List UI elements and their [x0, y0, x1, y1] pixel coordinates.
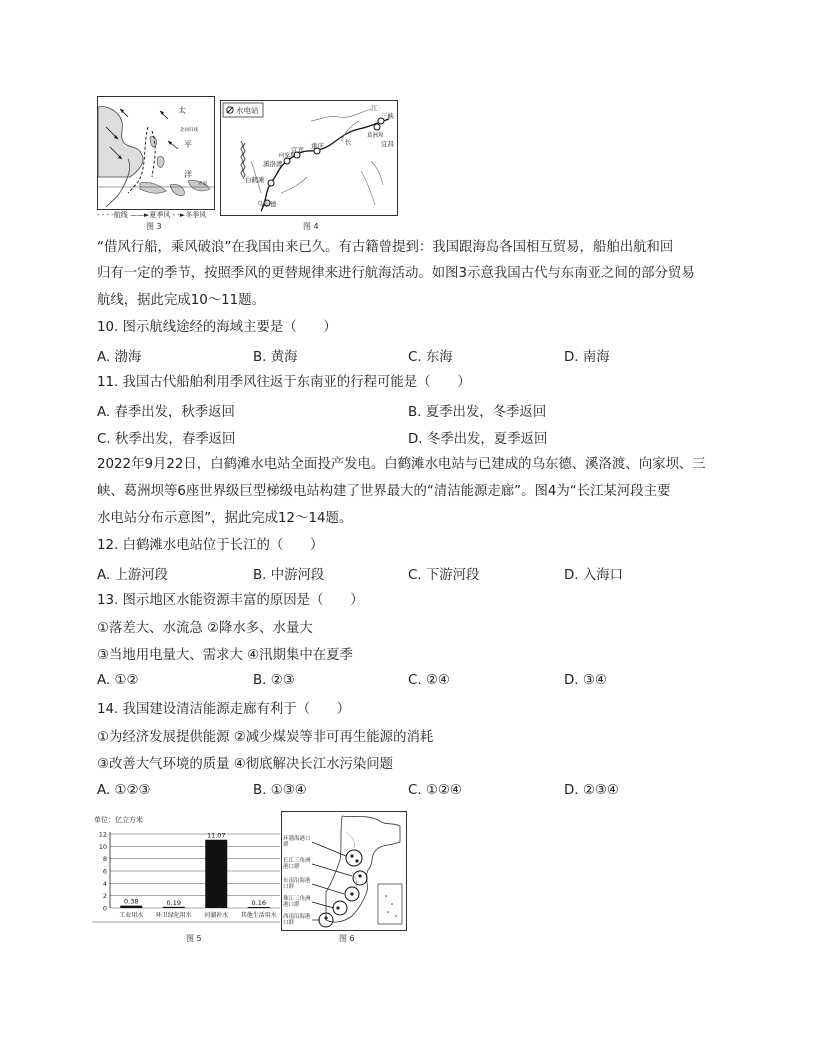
- fig4-label-chang: 长: [345, 138, 352, 146]
- q14-option-a[interactable]: A. ①②③: [97, 783, 151, 798]
- q10-option-c[interactable]: C. 东海: [408, 350, 453, 365]
- q13-option-a[interactable]: A. ①②: [97, 673, 139, 688]
- passage-1-line-2: 归有一定的季节，按照季风的更替规律来进行航海活动。如图3示意我国古代与东南亚之间的部分贸易: [97, 266, 695, 281]
- q10-options: [0, 346, 816, 366]
- fig5-bar: [120, 906, 142, 908]
- q12-option-a[interactable]: A. 上游河段: [97, 568, 168, 583]
- q12-option-d[interactable]: D. 入海口: [564, 568, 623, 583]
- q13-option-c[interactable]: C. ②④: [408, 673, 450, 688]
- fig6-label-bohai: 环渤海港口群: [283, 836, 311, 848]
- q14-options: [0, 783, 816, 803]
- q13-statements-2: ③当地用电量大、需求大 ④汛期集中在夏季: [97, 648, 353, 663]
- fig5-data-label: 0.19: [166, 898, 181, 907]
- fig6-label-southeast: 东南沿海港口群: [283, 878, 311, 890]
- q13-options: [0, 673, 816, 693]
- fig4-label-yichang: 宜昌: [381, 140, 394, 148]
- fig5-bar: [163, 907, 185, 908]
- q11-option-b[interactable]: B. 夏季出发，冬季返回: [408, 405, 547, 420]
- fig6-label-yangtze-delta: 长江三角洲港口群: [283, 858, 311, 870]
- q13-stem: 13. 图示地区水能资源丰富的原因是（ ）: [97, 593, 364, 608]
- fig5-category-label: 工业用水: [119, 912, 144, 919]
- fig5-ytick-label: 6: [102, 867, 107, 876]
- fig3-label-yang: 洋: [184, 170, 192, 179]
- figure-3-map: [97, 96, 215, 210]
- q11-option-c[interactable]: C. 秋季出发，春季返回: [97, 432, 236, 447]
- q14-option-b[interactable]: B. ①③④: [253, 783, 307, 798]
- figure-6-drawing: [282, 812, 406, 930]
- fig4-label-gezhouba: 葛洲坝: [367, 133, 384, 139]
- q12-option-b[interactable]: B. 中游河段: [253, 568, 325, 583]
- fig5-bar: [248, 907, 270, 908]
- fig3-label-tai: 太: [178, 106, 186, 115]
- fig5-ytick-label: 0: [102, 904, 107, 913]
- fig5-category-label: 环卫绿化用水: [155, 912, 192, 919]
- q11-stem: 11. 我国古代船舶利用季风往返于东南亚的行程可能是（ ）: [97, 375, 471, 390]
- fig5-data-label: 11.07: [206, 831, 226, 840]
- q11-option-d[interactable]: D. 冬季出发，夏季返回: [408, 432, 548, 447]
- fig5-ytick-label: 8: [102, 855, 107, 864]
- fig6-caption: 图 6: [339, 934, 355, 943]
- fig5-ytick-label: 4: [102, 879, 107, 888]
- q10-stem: 10. 图示航线途经的海域主要是（ ）: [97, 320, 337, 335]
- fig4-label-chongqing: 重庆: [311, 142, 324, 150]
- q14-stem: 14. 我国建设清洁能源走廊有利于（ ）: [97, 702, 351, 717]
- q14-statements-2: ③改善大气环境的质量 ④彻底解决长江水污染问题: [97, 757, 394, 772]
- q13-option-d[interactable]: D. ③④: [564, 673, 607, 688]
- fig3-label-ping: 平: [184, 140, 192, 149]
- fig4-label-xiluodu: 溪洛渡: [263, 160, 283, 168]
- fig5-ytick-label: 2: [102, 892, 107, 901]
- fig4-label-sanxia: 三峡: [381, 112, 394, 120]
- fig6-label-southwest: 西南沿海港口群: [283, 914, 311, 926]
- fig5-data-label: 0.38: [124, 897, 139, 906]
- fig5-data-label: 0.16: [251, 899, 266, 908]
- passage-2-line-2: 峡、葛洲坝等6座世界级巨型梯级电站构建了世界最大的“清洁能源走廊”。图4为“长江某河段主要: [97, 484, 671, 499]
- q10-option-a[interactable]: A. 渤海: [97, 350, 142, 365]
- q10-option-d[interactable]: D. 南海: [564, 350, 610, 365]
- q11-option-a[interactable]: A. 春季出发，秋季返回: [97, 405, 235, 420]
- fig4-caption: 图 4: [303, 222, 319, 231]
- q13-statements-1: ①落差大、水流急 ②降水多、水量大: [97, 621, 313, 636]
- fig3-label-equator: 赤道: [198, 182, 207, 187]
- passage-2-line-1: 2022年9月22日，白鹤滩水电站全面投产发电。白鹤滩水电站与已建成的乌东德、溪洛渡、向家坝、三: [97, 457, 706, 472]
- q12-options: [0, 564, 816, 584]
- q11-options-row1: [0, 401, 816, 421]
- fig5-ytick-label: 12: [98, 830, 107, 839]
- fig3-label-tropic: 北回归线: [180, 128, 198, 133]
- figure-4-map: [220, 100, 398, 216]
- fig5-bar: [205, 840, 227, 908]
- q14-option-d[interactable]: D. ②③④: [564, 783, 619, 798]
- q14-statements-1: ①为经济发展提供能源 ②减少煤炭等非可再生能源的消耗: [97, 730, 434, 745]
- fig4-legend-label: 水电站: [236, 106, 259, 115]
- passage-1-line-3: 航线，据此完成10～11题。: [97, 293, 265, 308]
- fig4-label-yibin: 宜宾: [291, 146, 304, 154]
- fig3-caption: 图 3: [146, 222, 162, 231]
- q13-option-b[interactable]: B. ②③: [253, 673, 295, 688]
- q11-options-row2: [0, 428, 816, 448]
- fig4-label-jiang: 江: [371, 104, 378, 112]
- legend-winter: 冬季风: [185, 211, 207, 219]
- figure-3-drawing: [98, 97, 214, 209]
- fig4-label-baihetan: 白鹤滩: [245, 176, 265, 184]
- q12-option-c[interactable]: C. 下游河段: [408, 568, 480, 583]
- fig6-label-pearl-delta: 珠江三角洲港口群: [283, 896, 311, 908]
- q14-option-c[interactable]: C. ①②④: [408, 783, 462, 798]
- q10-option-b[interactable]: B. 黄海: [253, 350, 298, 365]
- passage-2-line-3: 水电站分布示意图”，据此完成12～14题。: [97, 511, 353, 526]
- legend-route: 航线: [113, 211, 128, 219]
- fig5-ytick-label: 10: [98, 842, 107, 851]
- q12-stem: 12. 白鹤滩水电站位于长江的（ ）: [97, 538, 324, 553]
- figure-5-bar-chart: [92, 812, 284, 932]
- fig5-category-label: 河湖补水: [204, 912, 229, 919]
- fig5-ylabel: 单位：亿立方米: [94, 816, 143, 824]
- fig5-category-label: 其他生活用水: [240, 912, 277, 919]
- legend-summer: 夏季风: [149, 211, 171, 219]
- fig4-label-xiangjiaba: 向家坝: [279, 153, 296, 159]
- figure-6-map: [281, 811, 407, 931]
- fig4-label-wudongde: 乌东德: [257, 200, 277, 208]
- fig3-legend: - - - -航线 ——►夏季风 - -►冬季风: [97, 211, 207, 219]
- figure-4-drawing: [221, 101, 397, 215]
- fig5-caption: 图 5: [186, 934, 202, 943]
- passage-1-line-1: “借风行船，乘风破浪”在我国由来已久。有古籍曾提到：我国跟海岛各国相互贸易，船舶出航和回: [97, 240, 674, 255]
